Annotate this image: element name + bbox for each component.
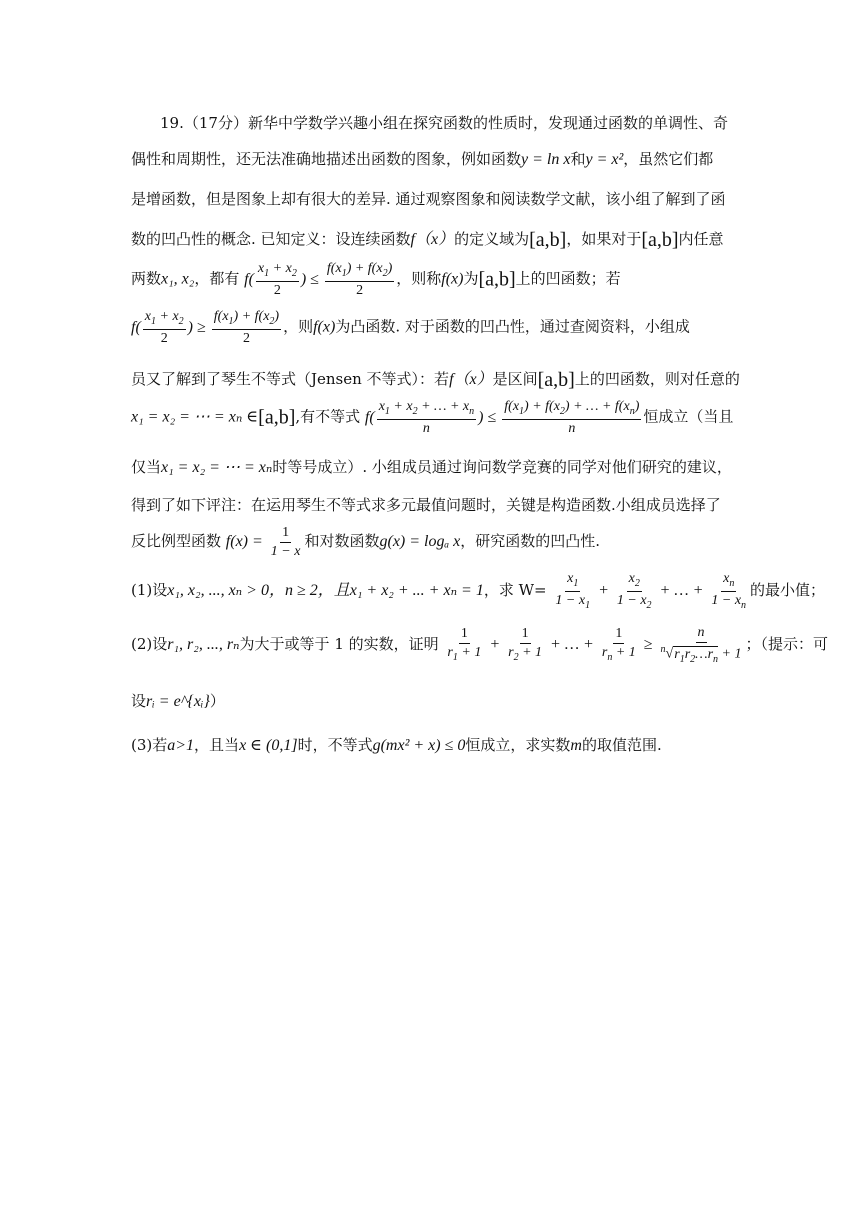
text: ，且当 xyxy=(194,736,240,754)
text: 设 xyxy=(131,692,147,710)
text: 为 xyxy=(463,269,479,288)
math-interval: [a,b] xyxy=(478,268,516,291)
convex-definition-formula: f( $\frac{x_1 + x_2}{2}$ ) ≤ $\frac{f(x_1) + f(x_2)}{2}$ xyxy=(244,261,393,298)
problem-line-6 xyxy=(131,310,690,346)
math-x-interval: x ∈ (0,1] xyxy=(239,737,298,754)
math-x1x2: x₁, x₂ xyxy=(161,270,195,288)
problem-line-3 xyxy=(131,188,726,209)
problem-line-9 xyxy=(131,456,732,477)
part-2 xyxy=(131,626,828,664)
text: 和对数函数 xyxy=(304,532,380,551)
text: 19.（17分）新华中学数学兴趣小组在探究函数的性质时，发现通过函数的单调性、奇 xyxy=(160,114,728,132)
problem-line-1 xyxy=(160,112,728,133)
text: ，如果对于 xyxy=(566,230,642,248)
text: 时等号成立）. 小组成员通过询问数学竞赛的同学对他们研究的建议， xyxy=(272,458,732,476)
math-condition: x₁, x₂, ..., xₙ > 0，n ≥ 2，且x₁ + x₂ + ... + xₙ = 1 xyxy=(167,581,484,599)
text: ，研究函数的凹凸性. xyxy=(460,532,601,551)
math-m: m xyxy=(570,737,582,754)
problem-line-2 xyxy=(131,148,713,169)
concave-definition-formula: f( $\frac{x_1 + x_2}{2}$ ) ≥ $\frac{f(x_1) + f(x_2)}{2}$ xyxy=(131,309,280,346)
text: ，求 W= xyxy=(483,580,547,599)
math-fx: f(x) xyxy=(441,270,464,288)
text: 两数 xyxy=(131,269,162,288)
text: 为大于或等于 1 的实数，证明 xyxy=(239,634,439,653)
text: 反比例型函数 xyxy=(131,532,222,551)
text: ） xyxy=(209,692,225,710)
text: ,有不等式 xyxy=(295,407,361,426)
problem-line-5 xyxy=(131,262,621,298)
math-r-list: r₁, r₂, ..., rₙ xyxy=(167,635,240,653)
text: ；（提示：可 xyxy=(745,634,829,653)
text: 的定义域为 xyxy=(454,230,530,248)
text: 的最小值； xyxy=(750,580,826,599)
math-g-inequality: g(mx² + x) ≤ 0 xyxy=(372,737,466,754)
inverse-function-formula: f(x) = $\frac{1}{1 - x}$ xyxy=(225,525,301,559)
text: 上的凹函数；若 xyxy=(515,269,621,288)
text: 的取值范围. xyxy=(581,736,662,754)
text: 偶性和周期性，还无法准确地描述出函数的图象，例如函数 xyxy=(131,150,522,168)
jensen-inequality-formula: f( $\frac{x_1 + x_2 + \dots + x_n}{n}$ ) ≤ $\frac{f(x_1) + f(x_2) + \dots + f(x_n)}{n}$ xyxy=(364,399,640,436)
math-hint: rᵢ = e^{xᵢ} xyxy=(146,693,210,710)
part-1 xyxy=(131,572,825,611)
text: 恒成立，求实数 xyxy=(465,736,571,754)
text: 和 xyxy=(570,150,586,168)
text: 数的凹凸性的概念. 已知定义：设连续函数 xyxy=(131,230,411,248)
text: ，虽然它们都 xyxy=(623,150,714,168)
text: 为凸函数. 对于函数的凹凸性，通过查阅资料，小组成 xyxy=(335,317,690,336)
math-fx: f(x) xyxy=(313,318,336,336)
problem-line-10 xyxy=(131,494,721,515)
text: 是区间 xyxy=(492,370,538,388)
text: 员又了解到了琴生不等式（Jensen 不等式）：若 xyxy=(131,370,450,388)
text: ，都有 xyxy=(194,269,240,288)
problem-line-11 xyxy=(131,526,600,559)
math-fx: f（x） xyxy=(449,371,493,388)
math-interval: [a,b] xyxy=(537,369,575,391)
text: (2)设 xyxy=(131,634,168,653)
w-sum-formula: $\frac{x_1}{1 - x_1}$ + $\frac{x_2}{1 - x_2}$ + … + $\frac{x_n}{1 - x_n}$ xyxy=(555,571,747,611)
text: 是增函数，但是图象上却有很大的差异. 通过观察图象和阅读数学文献，该小组了解到了函 xyxy=(131,190,726,208)
math-ln: y = ln x xyxy=(521,151,571,168)
text: (1)设 xyxy=(131,580,168,599)
text: 仅当 xyxy=(131,458,162,476)
math-interval: [a,b] xyxy=(641,229,679,251)
problem-line-7 xyxy=(131,366,740,392)
math-equal-chain: x₁ = x₂ = ⋯ = xₙ xyxy=(161,459,273,476)
text: ，则称 xyxy=(396,269,442,288)
part-2-hint xyxy=(131,690,225,711)
text: ，则 xyxy=(283,317,314,336)
math-a-cond: a>1 xyxy=(167,737,195,754)
problem-line-4 xyxy=(131,226,724,252)
math-interval: [a,b] xyxy=(258,406,296,429)
part-3 xyxy=(131,734,662,755)
math-equal-chain: x₁ = x₂ = ⋯ = xₙ ∈ xyxy=(131,408,259,426)
math-log: g(x) = logₐ x xyxy=(379,533,461,551)
problem-line-8 xyxy=(131,400,733,436)
text: 得到了如下评注：在运用琴生不等式求多元最值问题时，关键是构造函数.小组成员选择了 xyxy=(131,496,721,514)
text: 恒成立（当且 xyxy=(643,407,734,426)
math-interval: [a,b] xyxy=(529,229,567,251)
text: (3)若 xyxy=(131,736,168,754)
math-fx: f（x） xyxy=(410,231,455,248)
text: 时，不等式 xyxy=(297,736,373,754)
text: 上的凹函数，则对任意的 xyxy=(574,370,740,388)
math-square: y = x² xyxy=(585,151,624,168)
r-inequality-formula: $\frac{1}{r_1 + 1}$ + $\frac{1}{r_2 + 1}$ + … + $\frac{1}{r_n + 1}$ ≥ $\frac{n}{^n√r_1r_2\dots r_n + 1}$ xyxy=(447,625,742,665)
text: 内任意 xyxy=(678,230,724,248)
